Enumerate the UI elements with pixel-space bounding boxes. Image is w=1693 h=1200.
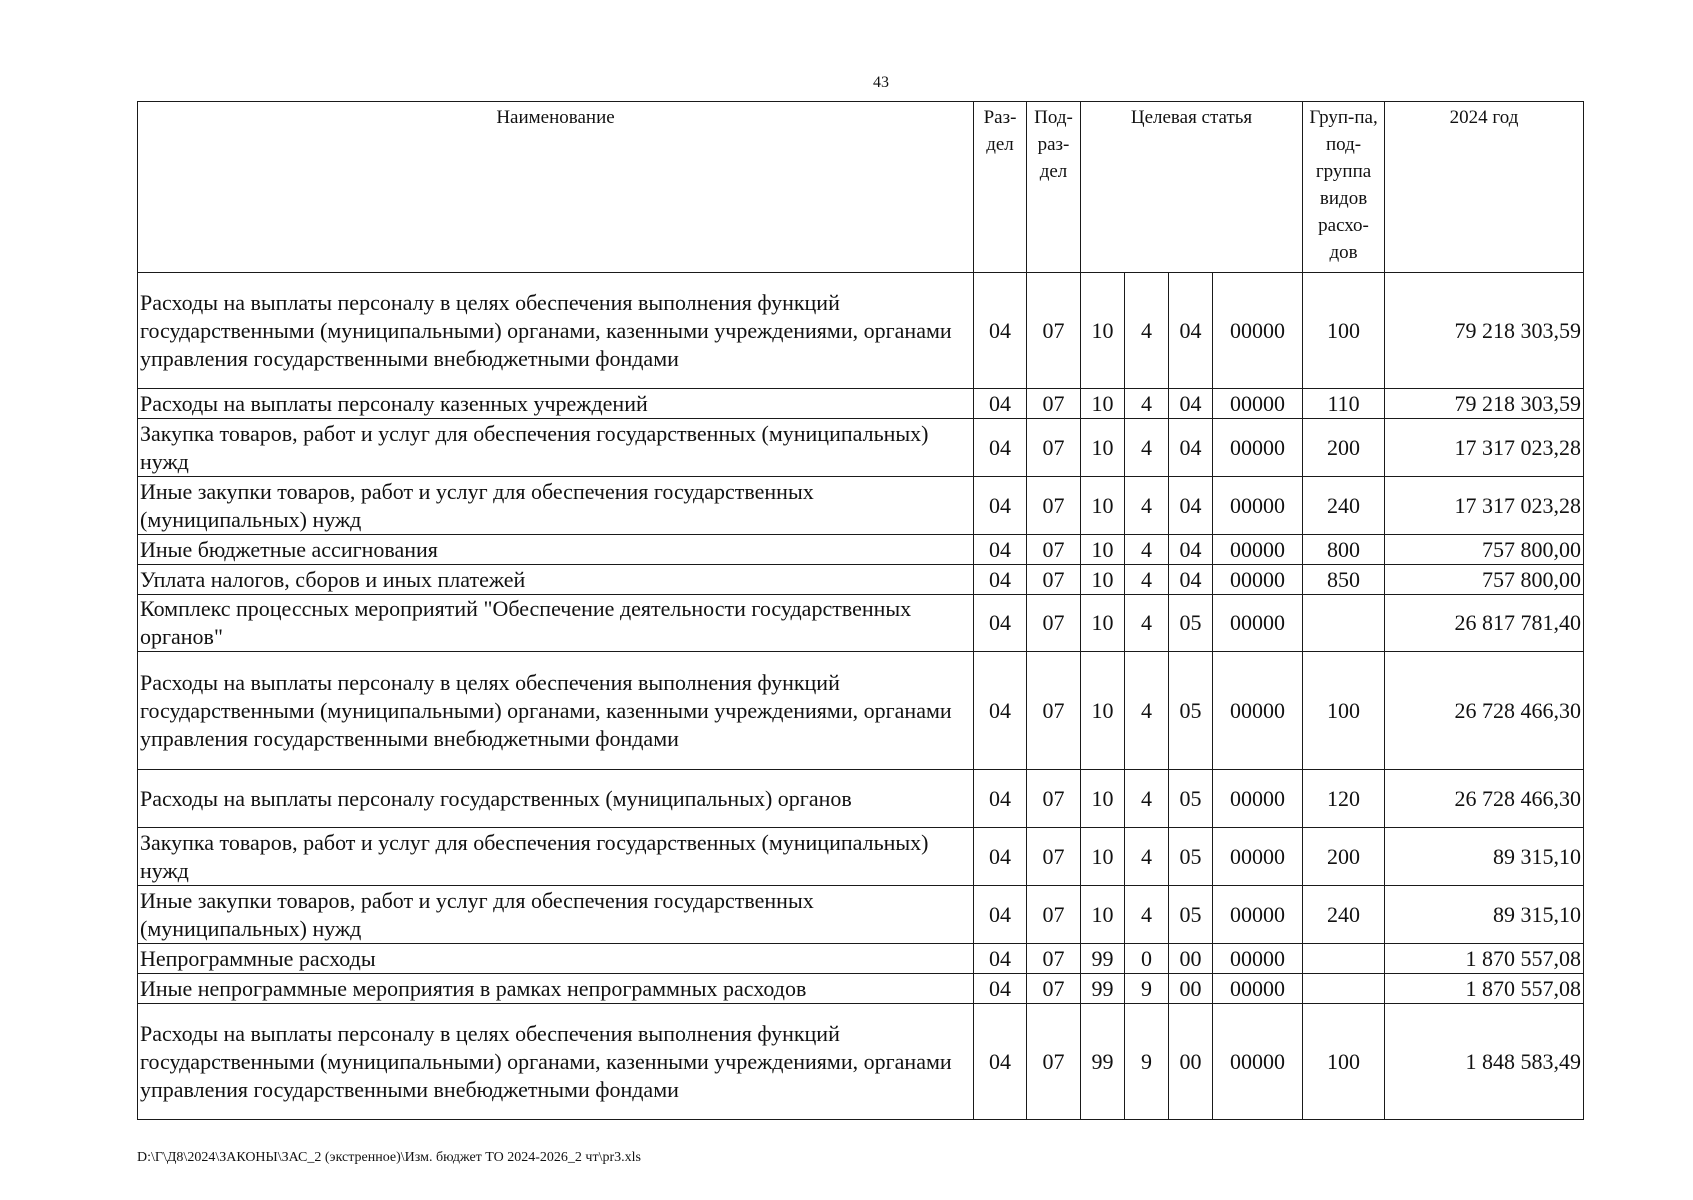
target-code-4-cell: 00000 (1213, 419, 1303, 477)
amount-cell: 26 817 781,40 (1385, 595, 1584, 652)
target-code-2-cell: 9 (1125, 1004, 1169, 1120)
subsection-cell: 07 (1027, 770, 1081, 828)
section-cell: 04 (974, 1004, 1027, 1120)
subsection-cell: 07 (1027, 944, 1081, 974)
target-code-1-cell: 99 (1081, 1004, 1125, 1120)
subsection-cell: 07 (1027, 273, 1081, 389)
target-code-1-cell: 10 (1081, 273, 1125, 389)
amount-cell: 79 218 303,59 (1385, 389, 1584, 419)
page-number: 43 (873, 74, 889, 91)
target-code-1-cell: 10 (1081, 565, 1125, 595)
expense-group-cell: 240 (1303, 477, 1385, 535)
header-section: Раз-дел (974, 102, 1027, 273)
target-code-3-cell: 04 (1169, 419, 1213, 477)
target-code-3-cell: 00 (1169, 974, 1213, 1004)
target-code-4-cell: 00000 (1213, 944, 1303, 974)
subsection-cell: 07 (1027, 1004, 1081, 1120)
footer-file-path: D:\Г\Д8\2024\ЗАКОНЫ\ЗАС_2 (экстренное)\Изм. бюджет ТО 2024-2026_2 чт\pr3.xls (137, 1150, 641, 1165)
row-name-cell: Уплата налогов, сборов и иных платежей (138, 565, 974, 595)
row-name-cell: Непрограммные расходы (138, 944, 974, 974)
expense-group-cell (1303, 595, 1385, 652)
row-name-cell: Комплекс процессных мероприятий "Обеспечение деятельности государственных органов" (138, 595, 974, 652)
target-code-4-cell: 00000 (1213, 273, 1303, 389)
expense-group-cell: 200 (1303, 419, 1385, 477)
amount-cell: 1 870 557,08 (1385, 974, 1584, 1004)
target-code-1-cell: 99 (1081, 974, 1125, 1004)
table-header-row (138, 102, 1584, 273)
section-cell: 04 (974, 652, 1027, 770)
target-code-1-cell: 10 (1081, 652, 1125, 770)
amount-cell: 89 315,10 (1385, 886, 1584, 944)
expense-group-cell: 120 (1303, 770, 1385, 828)
row-name-cell: Иные бюджетные ассигнования (138, 535, 974, 565)
section-cell: 04 (974, 886, 1027, 944)
amount-cell: 89 315,10 (1385, 828, 1584, 886)
amount-cell: 1 870 557,08 (1385, 944, 1584, 974)
subsection-cell: 07 (1027, 565, 1081, 595)
table-row (138, 273, 1584, 389)
row-name-cell: Расходы на выплаты персоналу в целях обеспечения выполнения функций государственными (муниципальными) органами, казенными учреждениями, органами управления государственными внебюджетными фондами (138, 652, 974, 770)
target-code-2-cell: 4 (1125, 828, 1169, 886)
row-name-cell: Закупка товаров, работ и услуг для обеспечения государственных (муниципальных) нужд (138, 419, 974, 477)
target-code-3-cell: 05 (1169, 828, 1213, 886)
header-expense-group: Груп-па, под-группа видов расхо-дов (1303, 102, 1385, 273)
target-code-4-cell: 00000 (1213, 535, 1303, 565)
target-code-4-cell: 00000 (1213, 652, 1303, 770)
table-row (138, 652, 1584, 770)
subsection-cell: 07 (1027, 974, 1081, 1004)
target-code-3-cell: 05 (1169, 770, 1213, 828)
target-code-2-cell: 4 (1125, 595, 1169, 652)
amount-cell: 79 218 303,59 (1385, 273, 1584, 389)
target-code-4-cell: 00000 (1213, 886, 1303, 944)
row-name-cell: Расходы на выплаты персоналу казенных учреждений (138, 389, 974, 419)
section-cell: 04 (974, 535, 1027, 565)
header-name: Наименование (138, 102, 974, 273)
row-name-cell: Расходы на выплаты персоналу государственных (муниципальных) органов (138, 770, 974, 828)
section-cell: 04 (974, 828, 1027, 886)
table-row (138, 828, 1584, 886)
amount-cell: 757 800,00 (1385, 535, 1584, 565)
expense-group-cell: 800 (1303, 535, 1385, 565)
target-code-1-cell: 10 (1081, 595, 1125, 652)
table-row (138, 886, 1584, 944)
expense-group-cell: 240 (1303, 886, 1385, 944)
target-code-4-cell: 00000 (1213, 974, 1303, 1004)
target-code-1-cell: 10 (1081, 828, 1125, 886)
subsection-cell: 07 (1027, 595, 1081, 652)
header-subsection: Под-раз-дел (1027, 102, 1081, 273)
target-code-4-cell: 00000 (1213, 389, 1303, 419)
target-code-2-cell: 9 (1125, 974, 1169, 1004)
target-code-1-cell: 10 (1081, 419, 1125, 477)
amount-cell: 26 728 466,30 (1385, 652, 1584, 770)
target-code-2-cell: 4 (1125, 273, 1169, 389)
target-code-2-cell: 4 (1125, 477, 1169, 535)
table-row (138, 974, 1584, 1004)
section-cell: 04 (974, 944, 1027, 974)
target-code-2-cell: 4 (1125, 389, 1169, 419)
target-code-3-cell: 04 (1169, 273, 1213, 389)
target-code-2-cell: 4 (1125, 886, 1169, 944)
amount-cell: 26 728 466,30 (1385, 770, 1584, 828)
amount-cell: 757 800,00 (1385, 565, 1584, 595)
expense-group-cell: 110 (1303, 389, 1385, 419)
row-name-cell: Закупка товаров, работ и услуг для обеспечения государственных (муниципальных) нужд (138, 828, 974, 886)
target-code-4-cell: 00000 (1213, 595, 1303, 652)
target-code-3-cell: 00 (1169, 944, 1213, 974)
target-code-3-cell: 05 (1169, 886, 1213, 944)
target-code-4-cell: 00000 (1213, 477, 1303, 535)
table-row (138, 389, 1584, 419)
table-body (138, 273, 1584, 1120)
target-code-1-cell: 10 (1081, 886, 1125, 944)
target-code-3-cell: 00 (1169, 1004, 1213, 1120)
header-year: 2024 год (1385, 102, 1584, 273)
expense-group-cell (1303, 974, 1385, 1004)
target-code-4-cell: 00000 (1213, 1004, 1303, 1120)
expense-group-cell: 850 (1303, 565, 1385, 595)
target-code-3-cell: 05 (1169, 595, 1213, 652)
target-code-1-cell: 99 (1081, 944, 1125, 974)
target-code-2-cell: 4 (1125, 565, 1169, 595)
table-row (138, 944, 1584, 974)
target-code-1-cell: 10 (1081, 477, 1125, 535)
target-code-1-cell: 10 (1081, 535, 1125, 565)
subsection-cell: 07 (1027, 535, 1081, 565)
subsection-cell: 07 (1027, 477, 1081, 535)
target-code-2-cell: 4 (1125, 535, 1169, 565)
target-code-4-cell: 00000 (1213, 828, 1303, 886)
target-code-3-cell: 04 (1169, 477, 1213, 535)
budget-table (137, 101, 1584, 1120)
target-code-4-cell: 00000 (1213, 770, 1303, 828)
target-code-3-cell: 04 (1169, 535, 1213, 565)
subsection-cell: 07 (1027, 419, 1081, 477)
table-row (138, 595, 1584, 652)
target-code-3-cell: 04 (1169, 389, 1213, 419)
section-cell: 04 (974, 770, 1027, 828)
section-cell: 04 (974, 595, 1027, 652)
header-target-article: Целевая статья (1081, 102, 1303, 273)
table-row (138, 419, 1584, 477)
target-code-1-cell: 10 (1081, 770, 1125, 828)
target-code-2-cell: 4 (1125, 770, 1169, 828)
table-row (138, 1004, 1584, 1120)
row-name-cell: Иные непрограммные мероприятия в рамках непрограммных расходов (138, 974, 974, 1004)
amount-cell: 1 848 583,49 (1385, 1004, 1584, 1120)
row-name-cell: Расходы на выплаты персоналу в целях обеспечения выполнения функций государственными (муниципальными) органами, казенными учреждениями, органами управления государственными внебюджетными фондами (138, 1004, 974, 1120)
row-name-cell: Иные закупки товаров, работ и услуг для обеспечения государственных (муниципальных) нужд (138, 477, 974, 535)
table-row (138, 535, 1584, 565)
section-cell: 04 (974, 477, 1027, 535)
target-code-3-cell: 05 (1169, 652, 1213, 770)
expense-group-cell: 100 (1303, 652, 1385, 770)
target-code-4-cell: 00000 (1213, 565, 1303, 595)
subsection-cell: 07 (1027, 652, 1081, 770)
table-row (138, 477, 1584, 535)
subsection-cell: 07 (1027, 828, 1081, 886)
target-code-3-cell: 04 (1169, 565, 1213, 595)
target-code-2-cell: 4 (1125, 652, 1169, 770)
target-code-2-cell: 4 (1125, 419, 1169, 477)
section-cell: 04 (974, 974, 1027, 1004)
section-cell: 04 (974, 419, 1027, 477)
target-code-1-cell: 10 (1081, 389, 1125, 419)
row-name-cell: Расходы на выплаты персоналу в целях обеспечения выполнения функций государственными (муниципальными) органами, казенными учреждениями, органами управления государственными внебюджетными фондами (138, 273, 974, 389)
table-row (138, 565, 1584, 595)
row-name-cell: Иные закупки товаров, работ и услуг для обеспечения государственных (муниципальных) нужд (138, 886, 974, 944)
section-cell: 04 (974, 273, 1027, 389)
amount-cell: 17 317 023,28 (1385, 477, 1584, 535)
expense-group-cell (1303, 944, 1385, 974)
section-cell: 04 (974, 565, 1027, 595)
expense-group-cell: 100 (1303, 273, 1385, 389)
table-row (138, 770, 1584, 828)
section-cell: 04 (974, 389, 1027, 419)
amount-cell: 17 317 023,28 (1385, 419, 1584, 477)
expense-group-cell: 100 (1303, 1004, 1385, 1120)
subsection-cell: 07 (1027, 886, 1081, 944)
target-code-2-cell: 0 (1125, 944, 1169, 974)
expense-group-cell: 200 (1303, 828, 1385, 886)
subsection-cell: 07 (1027, 389, 1081, 419)
